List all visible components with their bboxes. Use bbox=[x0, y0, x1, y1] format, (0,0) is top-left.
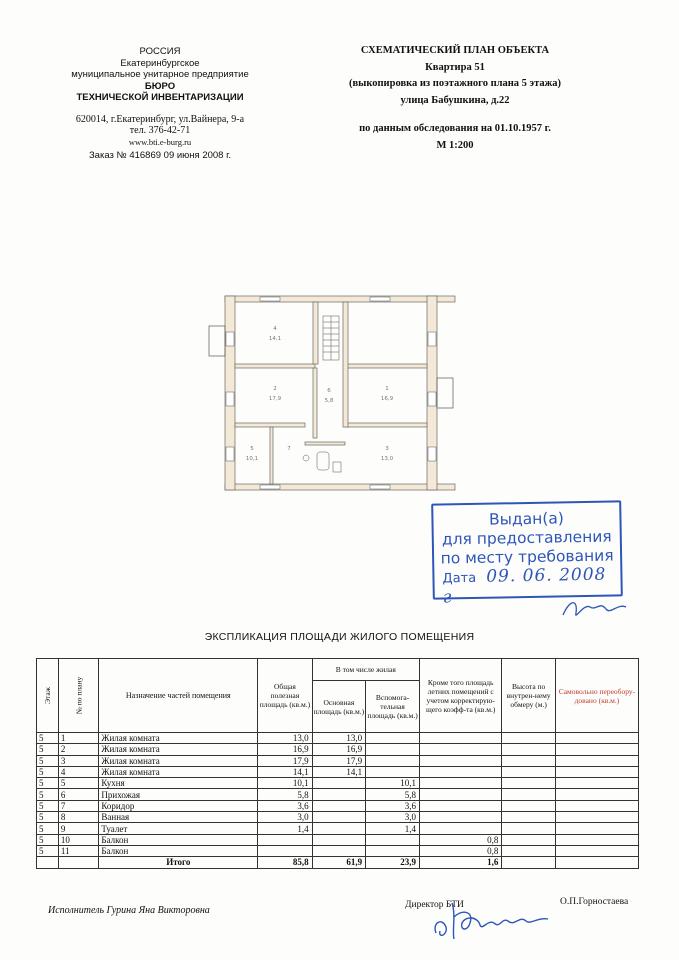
table-row bbox=[37, 744, 639, 755]
cell-height bbox=[502, 845, 555, 856]
org-address: 620014, г.Екатеринбург, ул.Вайнера, 9-а bbox=[75, 113, 245, 125]
svg-text:10,1: 10,1 bbox=[245, 456, 259, 462]
bathtub-icon bbox=[317, 452, 329, 470]
cell-total: 3,0 bbox=[258, 812, 312, 823]
explication-table bbox=[36, 658, 639, 869]
cell-height bbox=[502, 778, 555, 789]
cell-rebuilt bbox=[555, 755, 638, 766]
cell-total: 5,8 bbox=[258, 789, 312, 800]
svg-text:5,8: 5,8 bbox=[324, 398, 334, 404]
cell-purpose: Балкон bbox=[99, 845, 258, 856]
director-label: Директор БТИ bbox=[405, 900, 464, 910]
doc-title: СХЕМАТИЧЕСКИЙ ПЛАН ОБЪЕКТА bbox=[360, 45, 550, 56]
cell-plan-no: 8 bbox=[58, 812, 99, 823]
svg-text:2: 2 bbox=[273, 386, 277, 392]
cell-summer bbox=[419, 744, 501, 755]
cell-total bbox=[258, 834, 312, 845]
cell-total: 1,4 bbox=[258, 823, 312, 834]
director-signature bbox=[430, 895, 560, 945]
cell-summer bbox=[419, 789, 501, 800]
cell-aux bbox=[366, 755, 420, 766]
header-total: Общая полезная площадь (кв.м.) bbox=[258, 659, 312, 733]
header-incl-living: В том числе жилая bbox=[312, 659, 419, 681]
org-order: Заказ № 416869 09 июня 2008 г. bbox=[88, 150, 232, 161]
svg-text:17,9: 17,9 bbox=[268, 396, 282, 402]
cell-plan-no: 2 bbox=[58, 744, 99, 755]
cell-summer bbox=[419, 778, 501, 789]
total-main: 61,9 bbox=[312, 857, 366, 868]
cell-plan-no: 5 bbox=[58, 778, 99, 789]
doc-street: улица Бабушкина, д.22 bbox=[400, 94, 510, 106]
cell-purpose: Жилая комната bbox=[99, 744, 258, 755]
issued-stamp bbox=[431, 500, 623, 608]
cell-total: 17,9 bbox=[258, 755, 312, 766]
cell-main bbox=[312, 789, 366, 800]
cell-purpose: Прихожая bbox=[99, 789, 258, 800]
cell-aux bbox=[366, 834, 420, 845]
cell-floor: 5 bbox=[37, 733, 59, 744]
cell-rebuilt bbox=[555, 744, 638, 755]
explication-title: ЭКСПЛИКАЦИЯ ПЛОЩАДИ ЖИЛОГО ПОМЕЩЕНИЯ bbox=[204, 631, 475, 643]
table-total-row bbox=[37, 857, 639, 868]
cell-height bbox=[502, 733, 555, 744]
org-line2: муниципальное унитарное предприятие bbox=[71, 69, 249, 80]
cell-main bbox=[312, 778, 366, 789]
cell-aux bbox=[366, 733, 420, 744]
cell-plan-no: 9 bbox=[58, 823, 99, 834]
cell-height bbox=[502, 766, 555, 777]
cell-aux: 1,4 bbox=[366, 823, 420, 834]
cell-total: 16,9 bbox=[258, 744, 312, 755]
cell-main bbox=[312, 834, 366, 845]
cell-floor: 5 bbox=[37, 823, 59, 834]
cell-floor: 5 bbox=[37, 800, 59, 811]
cell-height bbox=[502, 800, 555, 811]
balcony-right bbox=[437, 378, 453, 408]
cell-height bbox=[502, 834, 555, 845]
stamp-date-label: Дата bbox=[442, 570, 477, 587]
total-aux: 23,9 bbox=[366, 857, 420, 868]
floor-plan-drawing bbox=[205, 292, 475, 502]
svg-text:14,1: 14,1 bbox=[268, 336, 282, 342]
total-summer: 1,6 bbox=[419, 857, 501, 868]
header-floor: Этаж bbox=[37, 659, 59, 733]
stairwell bbox=[323, 316, 339, 360]
header-plan-no: № по плану bbox=[58, 659, 99, 733]
document-header bbox=[320, 43, 590, 154]
cell-summer bbox=[419, 766, 501, 777]
cell-summer bbox=[419, 755, 501, 766]
cell-summer: 0,8 bbox=[419, 834, 501, 845]
cell-purpose: Жилая комната bbox=[99, 766, 258, 777]
cell-summer bbox=[419, 812, 501, 823]
organization-header bbox=[40, 46, 280, 162]
cell-floor: 5 bbox=[37, 744, 59, 755]
cell-height bbox=[502, 812, 555, 823]
cell-rebuilt bbox=[555, 789, 638, 800]
stamp-line1: Выдан(а) bbox=[488, 509, 565, 529]
cell-floor: 5 bbox=[37, 812, 59, 823]
cell-aux: 3,0 bbox=[366, 812, 420, 823]
org-site: www.bti.e-burg.ru bbox=[128, 136, 192, 147]
org-name1: БЮРО bbox=[144, 80, 176, 92]
svg-text:13,0: 13,0 bbox=[380, 456, 394, 462]
cell-aux bbox=[366, 845, 420, 856]
cell-rebuilt bbox=[555, 733, 638, 744]
cell-plan-no: 11 bbox=[58, 845, 99, 856]
cell-plan-no: 1 bbox=[58, 733, 99, 744]
table-row bbox=[37, 766, 639, 777]
cell-purpose: Жилая комната bbox=[99, 755, 258, 766]
cell-total: 13,0 bbox=[258, 733, 312, 744]
director-name: О.П.Горностаева bbox=[560, 897, 629, 907]
table-row bbox=[37, 755, 639, 766]
cell-height bbox=[502, 755, 555, 766]
cell-aux: 5,8 bbox=[366, 789, 420, 800]
cell-height bbox=[502, 744, 555, 755]
cell-main: 13,0 bbox=[312, 733, 366, 744]
cell-rebuilt bbox=[555, 834, 638, 845]
table-row bbox=[37, 845, 639, 856]
cell-plan-no: 7 bbox=[58, 800, 99, 811]
table-row bbox=[37, 823, 639, 834]
cell-summer bbox=[419, 733, 501, 744]
doc-note: (выкопировка из поэтажного плана 5 этажа) bbox=[348, 78, 561, 89]
cell-main: 16,9 bbox=[312, 744, 366, 755]
cell-aux bbox=[366, 744, 420, 755]
cell-total bbox=[258, 845, 312, 856]
cell-floor: 5 bbox=[37, 845, 59, 856]
table-row bbox=[37, 812, 639, 823]
table-row bbox=[37, 800, 639, 811]
svg-text:1: 1 bbox=[385, 386, 389, 392]
cell-plan-no: 3 bbox=[58, 755, 99, 766]
cell-main bbox=[312, 812, 366, 823]
header-summer: Кроме того площадь летних помещений с учетом корректирую-щего коэфф-та (кв.м.) bbox=[419, 659, 501, 733]
cell-rebuilt bbox=[555, 778, 638, 789]
svg-text:6: 6 bbox=[327, 388, 331, 394]
doc-apartment: Квартира 51 bbox=[425, 61, 485, 73]
cell-purpose: Балкон bbox=[99, 834, 258, 845]
cell-purpose: Коридор bbox=[99, 800, 258, 811]
cell-main bbox=[312, 823, 366, 834]
cell-main: 17,9 bbox=[312, 755, 366, 766]
cell-main bbox=[312, 800, 366, 811]
cell-aux bbox=[366, 766, 420, 777]
header-aux: Вспомога-тельная площадь (кв.м.) bbox=[366, 681, 420, 733]
executor-line: Исполнитель Гурина Яна Викторовна bbox=[48, 905, 210, 916]
cell-floor: 5 bbox=[37, 766, 59, 777]
cell-floor: 5 bbox=[37, 778, 59, 789]
cell-aux: 10,1 bbox=[366, 778, 420, 789]
table-row bbox=[37, 778, 639, 789]
cell-purpose: Жилая комната bbox=[99, 733, 258, 744]
cell-height bbox=[502, 823, 555, 834]
cell-purpose: Ванная bbox=[99, 812, 258, 823]
cell-purpose: Туалет bbox=[99, 823, 258, 834]
header-height: Высота по внутрен-нему обмеру (м.) bbox=[502, 659, 555, 733]
cell-plan-no: 4 bbox=[58, 766, 99, 777]
cell-total: 10,1 bbox=[258, 778, 312, 789]
cell-plan-no: 10 bbox=[58, 834, 99, 845]
cell-rebuilt bbox=[555, 812, 638, 823]
sink-icon bbox=[303, 455, 309, 461]
cell-rebuilt bbox=[555, 800, 638, 811]
cell-floor: 5 bbox=[37, 834, 59, 845]
header-purpose: Назначение частей помещения bbox=[99, 659, 258, 733]
cell-floor: 5 bbox=[37, 755, 59, 766]
org-line1: Екатеринбургское bbox=[120, 57, 200, 69]
cell-rebuilt bbox=[555, 766, 638, 777]
cell-rebuilt bbox=[555, 845, 638, 856]
stamp-line3: по месту требования bbox=[440, 546, 614, 568]
svg-text:16,9: 16,9 bbox=[380, 396, 394, 402]
cell-summer bbox=[419, 800, 501, 811]
cell-total: 3,6 bbox=[258, 800, 312, 811]
doc-scale: М 1:200 bbox=[436, 139, 474, 151]
table-row bbox=[37, 733, 639, 744]
header-main: Основная площадь (кв.м.) bbox=[312, 681, 366, 733]
stove-icon bbox=[333, 462, 341, 472]
org-phone: тел. 376-42-71 bbox=[129, 125, 191, 136]
cell-total: 14,1 bbox=[258, 766, 312, 777]
cell-summer bbox=[419, 823, 501, 834]
total-area: 85,8 bbox=[258, 857, 312, 868]
cell-height bbox=[502, 789, 555, 800]
org-country: РОССИЯ bbox=[139, 46, 181, 57]
balcony-left bbox=[209, 326, 225, 356]
total-label: Итого bbox=[99, 857, 258, 868]
stamp-signature bbox=[560, 595, 630, 623]
svg-text:4: 4 bbox=[273, 326, 277, 332]
doc-survey: по данным обследования на 01.10.1957 г. bbox=[359, 123, 551, 134]
cell-floor: 5 bbox=[37, 789, 59, 800]
svg-text:5: 5 bbox=[250, 446, 254, 452]
cell-main bbox=[312, 845, 366, 856]
stamp-line2: для предоставления bbox=[441, 527, 612, 549]
table-row bbox=[37, 834, 639, 845]
header-rebuilt: Самовольно переобору-довано (кв.м.) bbox=[555, 659, 638, 733]
cell-aux: 3,6 bbox=[366, 800, 420, 811]
cell-purpose: Кухня bbox=[99, 778, 258, 789]
svg-text:7: 7 bbox=[287, 446, 291, 452]
cell-plan-no: 6 bbox=[58, 789, 99, 800]
cell-main: 14,1 bbox=[312, 766, 366, 777]
cell-rebuilt bbox=[555, 823, 638, 834]
svg-text:3: 3 bbox=[385, 446, 389, 452]
org-name2: ТЕХНИЧЕСКОЙ ИНВЕНТАРИЗАЦИИ bbox=[76, 92, 244, 103]
table-row bbox=[37, 789, 639, 800]
stamp-date-value: 09. 06. 2008 г bbox=[442, 564, 607, 608]
cell-summer: 0,8 bbox=[419, 845, 501, 856]
